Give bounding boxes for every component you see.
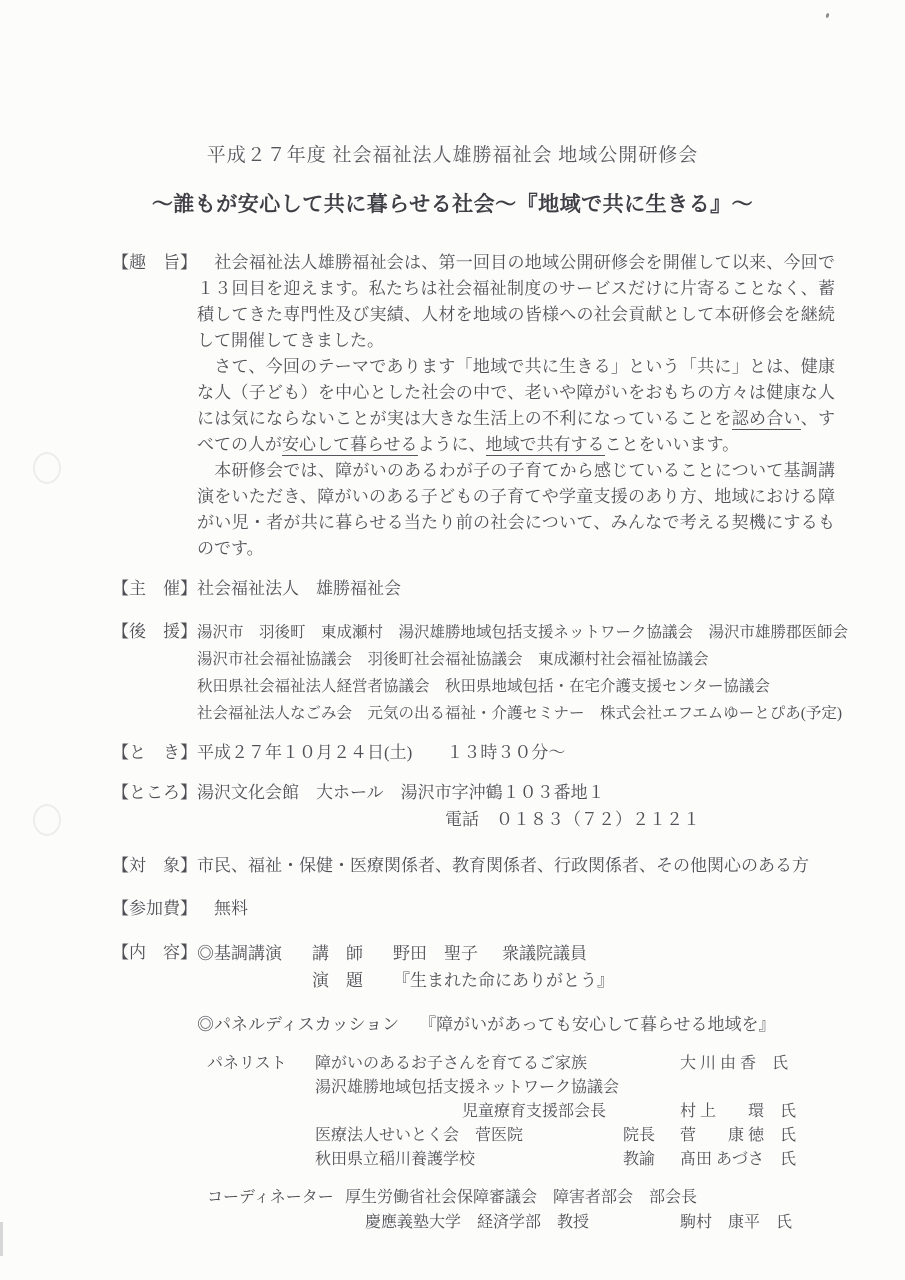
panelist-label-spacer	[207, 1100, 315, 1124]
keynote-line	[197, 940, 835, 967]
panelist-role	[623, 1100, 680, 1124]
panelist-affiliation: 児童療育支援部会長	[462, 1103, 607, 1120]
section-venue	[112, 780, 835, 833]
purpose-text: 、すべての人が	[197, 409, 835, 454]
coordinator-label-spacer	[207, 1210, 365, 1235]
section-purpose	[112, 250, 835, 562]
panelist-role: 教諭	[623, 1151, 656, 1168]
panel-discussion-line	[197, 1011, 835, 1038]
section-datetime	[112, 740, 835, 766]
panelist-role: 院長	[623, 1127, 656, 1144]
supporters-list	[197, 619, 848, 727]
panelist-row	[207, 1052, 835, 1076]
fee-label: 【参加費】	[112, 899, 197, 918]
doc-body	[112, 250, 849, 1235]
supporter-line: 湯沢市 羽後町 東成瀬村 湯沢雄勝地域包括支援ネットワーク協議会 湯沢市雄勝郡医師会	[197, 624, 849, 641]
purpose-text: さて、今回のテーマであります「地域で共に生きる」という「共に」とは、健康な人（子ども）を中心とした社会の中で、老いや障がいをおもちの方々は健康な人には気にならないことが実は大きな生活上の不利になっていることを	[197, 357, 835, 428]
panelist-label: パネリスト	[207, 1055, 287, 1072]
section-supporters	[112, 619, 849, 727]
doc-subtitle: ～誰もが安心して共に暮らせる社会～『地域で共に生きる』～	[151, 192, 754, 216]
panelist-name: 菅 康 徳 氏	[680, 1127, 797, 1144]
panelist-role	[623, 1076, 680, 1100]
purpose-paragraph-3: 本研修会では、障がいのあるわが子の子育てから感じていることについて基調講演をいただき、障がいのある子どもの子育てや学童支援のあり方、地域における障がい児・者が共に暮らせる当たり前の社会について、みんなで考える契機にするものです。	[197, 461, 835, 558]
lecturer-label: 講 師	[312, 944, 363, 963]
panelist-label-spacer	[207, 1076, 315, 1100]
panel-theme: 『障がいがあっても安心して暮らせる地域を』	[419, 1015, 776, 1034]
theme-label: 演 題	[312, 971, 363, 990]
coordinator-affiliation: 厚生労働省社会保障審議会 障害者部会 部会長	[345, 1189, 698, 1206]
coordinator-name: 駒村 康平 氏	[680, 1214, 793, 1231]
underlined-phrase: 認め合い	[731, 409, 801, 428]
panelist-row	[207, 1100, 835, 1124]
purpose-paragraph-2	[197, 354, 835, 458]
purpose-text: ように、	[417, 435, 486, 454]
coordinator-label: コーディネーター	[207, 1189, 334, 1206]
underlined-phrase: 地域で共有する	[485, 435, 605, 454]
purpose-paragraph-1: 社会福祉法人雄勝福祉会は、第一回目の地域公開研修会を開催して以来、今回で１３回目を迎えます。私たちは社会福祉制度のサービスだけに片寄ることなく、蓄積してきた専門性及び実績、人材を地域の皆様への社会貢献として本研修会を継続して開催してきました。	[197, 253, 835, 350]
coordinator-block	[207, 1185, 835, 1235]
lecturer-name: 野田 聖子	[393, 944, 478, 963]
section-fee	[112, 896, 835, 922]
panelist-row	[207, 1124, 835, 1148]
keynote-theme-line	[197, 967, 835, 994]
panelist-affiliation: 湯沢雄勝地域包括支援ネットワーク協議会	[315, 1079, 620, 1096]
supporter-line: 社会福祉法人なごみ会 元気の出る福祉・介護セミナー 株式会社エフエムゆーとぴあ(予定)	[197, 705, 843, 722]
purpose-content	[197, 250, 835, 562]
section-contents	[112, 940, 835, 1235]
venue-content	[197, 780, 835, 833]
panelist-affiliation: 障がいのあるお子さんを育てるご家族	[315, 1055, 588, 1072]
keynote-theme: 『生まれた命にありがとう』	[393, 971, 614, 990]
organizer-value: 社会福祉法人 雄勝福祉会	[197, 579, 401, 598]
panelist-row	[207, 1148, 835, 1172]
doc-title: 平成２７年度 社会福祉法人雄勝福祉会 地域公開研修会	[206, 145, 699, 166]
audience-label: 【対 象】	[112, 856, 197, 875]
coordinator-affiliation: 慶應義塾大学 経済学部 教授	[365, 1214, 590, 1231]
fee-value: 無料	[214, 899, 248, 918]
panel-bullet: ◎パネルディスカッション	[197, 1015, 400, 1034]
panelist-name: 髙田 あづさ 氏	[680, 1151, 797, 1168]
panelist-name: 村 上 環 氏	[680, 1103, 797, 1120]
panelist-affiliation: 秋田県立稲川養護学校	[315, 1151, 476, 1168]
panelist-affiliation: 医療法人せいとく会 菅医院	[315, 1127, 524, 1144]
section-audience	[112, 853, 835, 879]
coordinator-row	[207, 1210, 835, 1235]
supporters-label: 【後 援】	[112, 622, 197, 641]
underlined-phrase: 安心して暮らせる	[282, 435, 418, 454]
venue-value: 湯沢文化会館 大ホール 湯沢市字沖鶴１０３番地１	[197, 783, 605, 802]
supporter-line: 湯沢市社会福祉協議会 羽後町社会福祉協議会 東成瀬村社会福祉協議会	[197, 651, 709, 668]
scan-dot-artifact	[825, 13, 829, 19]
datetime-value: 平成２７年１０月２４日(土) １３時３０分～	[197, 743, 566, 762]
venue-label: 【ところ】	[112, 783, 197, 802]
audience-value: 市民、福祉・保健・医療関係者、教育関係者、行政関係者、その他関心のある方	[197, 856, 809, 875]
panelist-label-spacer	[207, 1148, 315, 1172]
organizer-label: 【主 催】	[112, 579, 197, 598]
punch-hole-mark	[33, 804, 61, 836]
datetime-label: 【と き】	[112, 743, 197, 762]
purpose-text: ことをいいます。	[604, 435, 740, 454]
purpose-label: 【趣 旨】	[112, 253, 197, 272]
contents-label: 【内 容】	[112, 943, 197, 962]
panelist-row	[207, 1076, 835, 1100]
panelist-label-spacer	[207, 1124, 315, 1148]
supporter-line: 秋田県社会福祉法人経営者協議会 秋田県地域包括・在宅介護支援センター協議会	[197, 678, 770, 695]
punch-hole-mark	[33, 452, 61, 484]
lecturer-title: 衆議院議員	[502, 944, 587, 963]
keynote-bullet: ◎基調講演	[197, 944, 282, 963]
panelist-table	[207, 1052, 835, 1172]
scan-edge-artifact	[0, 1222, 3, 1256]
panelist-name: 大 川 由 香 氏	[680, 1055, 789, 1072]
coordinator-row	[207, 1185, 835, 1210]
contents-body	[197, 940, 835, 1235]
panelist-role	[623, 1052, 680, 1076]
panelist-name	[680, 1076, 835, 1100]
section-organizer	[112, 576, 835, 602]
venue-phone: 電話 ０１８３（７２）２１２１	[445, 810, 700, 829]
